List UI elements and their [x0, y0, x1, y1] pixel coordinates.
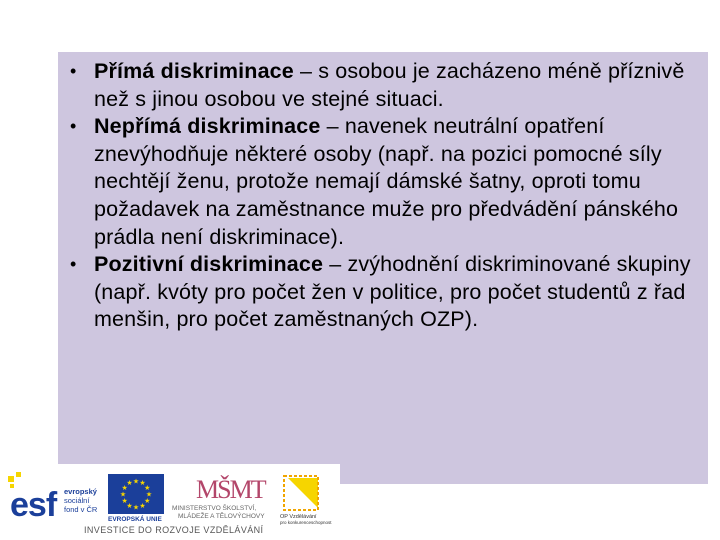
msmt-caption-line: MLÁDEŽE A TĚLOVÝCHOVY — [178, 513, 265, 520]
msmt-mark: MŠMT — [196, 475, 265, 504]
eu-star-icon: ★ — [139, 502, 146, 510]
footer-logos — [0, 464, 340, 540]
op-logo — [278, 470, 334, 526]
bullet-text: – navenek neutrální opatření znevýhodňuje některé osoby (např. na pozici pomocné síly nechtějí ženu, protože nemají dámské šatny, oproti tomu požadavek na zaměstnance muže pro předvádění pánského prádla není diskriminace). — [94, 114, 679, 249]
eu-flag-icon — [108, 474, 164, 514]
content-box — [58, 52, 708, 484]
footer-tagline: INVESTICE DO ROZVOJE VZDĚLÁVÁNÍ — [84, 525, 264, 535]
bullet-term: Přímá diskriminace — [94, 59, 294, 83]
bullet-dot-icon: • — [70, 254, 77, 275]
esf-caption-line: sociální — [64, 496, 90, 505]
bullet-dot-icon: • — [70, 61, 77, 81]
bullet-text: – zvýhodnění diskriminované skupiny (např. kvóty pro počet žen v politice, pro počet studentů z řad menšin, pro počet zaměstnaných OZP). — [94, 252, 691, 332]
eu-caption: EVROPSKÁ UNIE — [108, 516, 162, 523]
eu-star-icon: ★ — [144, 498, 151, 505]
bullet-term: Pozitivní diskriminace — [94, 252, 324, 277]
eu-star-icon: ★ — [145, 491, 153, 499]
eu-star-icon: ★ — [139, 480, 146, 488]
msmt-caption-line: MINISTERSTVO ŠKOLSTVÍ, — [172, 505, 257, 512]
bullet-item-direct — [58, 58, 708, 113]
eu-star-icon: ★ — [132, 478, 140, 486]
eu-star-icon: ★ — [132, 504, 140, 512]
eu-star-icon: ★ — [121, 498, 128, 505]
eu-star-icon: ★ — [126, 502, 133, 510]
bullet-text: – s osobou je zacházeno méně příznivě než s jinou osobou ve stejné situaci. — [94, 59, 685, 111]
eu-star-icon: ★ — [126, 480, 133, 488]
bullet-dot-icon: • — [70, 116, 77, 137]
esf-caption-line: evropský — [64, 487, 97, 496]
msmt-logo — [170, 468, 270, 524]
esf-caption-line: fond v ČR — [64, 505, 98, 514]
esf-logo — [8, 472, 108, 522]
bullet-item-positive — [58, 251, 708, 334]
op-caption-line: OP Vzdělávání — [280, 514, 317, 520]
bullet-list — [58, 58, 708, 334]
op-caption-line: pro konkurenceschopnost — [280, 520, 332, 525]
eu-star-icon: ★ — [119, 491, 127, 499]
eu-star-icon: ★ — [121, 485, 128, 492]
bullet-item-indirect — [58, 113, 708, 251]
esf-mark: esf — [10, 486, 57, 522]
eu-star-icon: ★ — [144, 485, 151, 492]
bullet-term: Nepřímá diskriminace — [94, 114, 321, 139]
